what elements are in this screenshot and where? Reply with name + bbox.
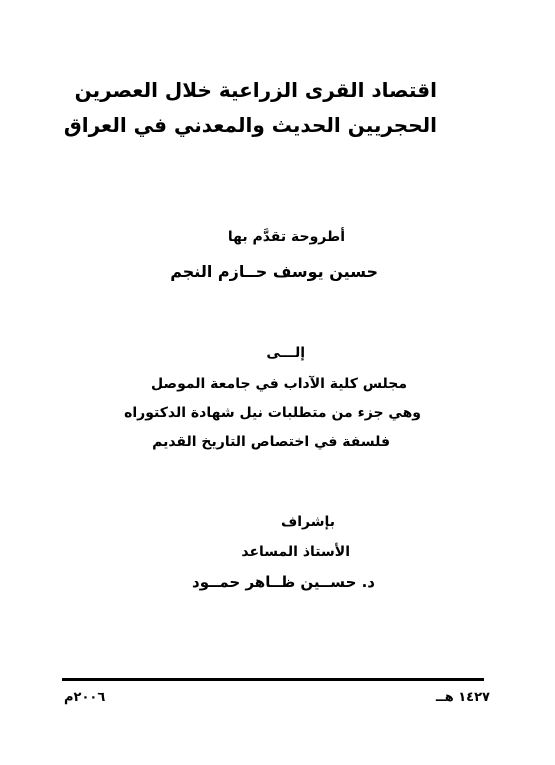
supervisor-name: د. حســين ظــاهر حمــود: [192, 573, 375, 591]
specialization: فلسفة في اختصاص التاريخ القديم: [152, 434, 390, 450]
recipient-label: إلـــى: [266, 345, 305, 361]
recipient-council: مجلس كلية الآداب في جامعة الموصل: [151, 376, 407, 392]
thesis-title-line-1: اقتصاد القرى الزراعية خلال العصرين: [74, 78, 437, 102]
degree-requirement: وهي جزء من متطلبات نيل شهادة الدكتوراه: [124, 405, 421, 421]
hijri-year: ١٤٢٧ هــ: [435, 690, 490, 705]
thesis-submission-label: أطروحة تقدَّم بها: [227, 229, 345, 245]
author-name: حسين يوسف حــازم النجم: [170, 262, 378, 281]
supervision-label: بإشراف: [280, 514, 335, 530]
thesis-title-line-2: الحجريين الحديث والمعدني في العراق: [63, 113, 437, 137]
gregorian-year: ٢٠٠٦م: [64, 690, 106, 705]
supervisor-rank: الأستاذ المساعد: [241, 544, 350, 560]
footer-divider: [62, 678, 484, 681]
